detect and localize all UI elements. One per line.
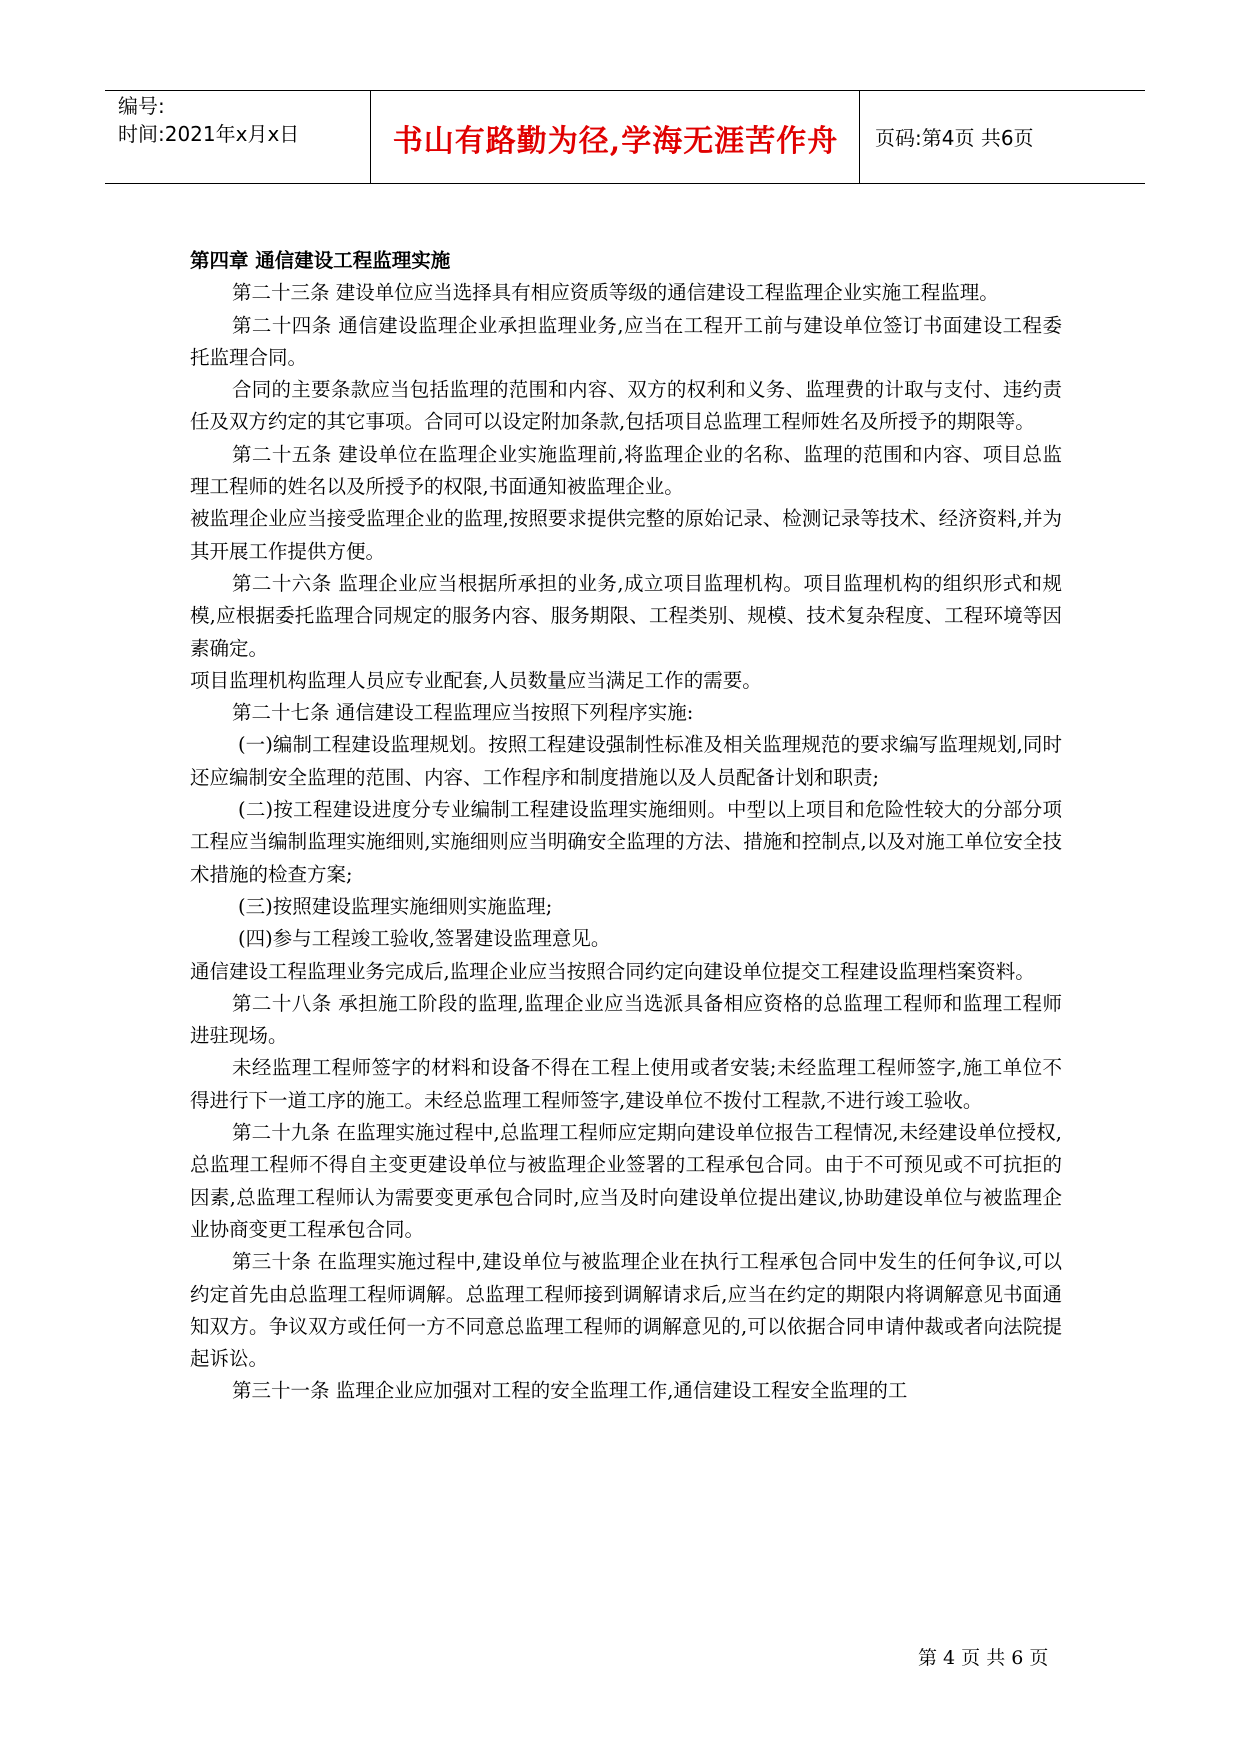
paragraph: 通信建设工程监理业务完成后,监理企业应当按照合同约定向建设单位提交工程建设监理档案资料。 <box>190 959 1035 983</box>
paragraph: 第二十三条 建设单位应当选择具有相应资质等级的通信建设工程监理企业实施工程监理。 <box>232 281 999 305</box>
header-number: 编号: <box>118 94 165 118</box>
header-top-rule <box>105 90 1145 91</box>
header-page-number: 页码:第4页 共6页 <box>875 126 1034 150</box>
paragraph: 第二十七条 通信建设工程监理应当按照下列程序实施: <box>232 701 694 725</box>
chapter-title: 第四章 通信建设工程监理实施 <box>190 249 451 272</box>
paragraph: 第二十八条 承担施工阶段的监理,监理企业应当选派具备相应资格的总监理工程师和监理工程师进驻现场。 <box>190 991 1062 1048</box>
paragraph: 项目监理机构监理人员应专业配套,人员数量应当满足工作的需要。 <box>190 668 762 692</box>
header-meta <box>118 92 299 148</box>
document-body <box>190 245 1062 1408</box>
header-divider-right <box>859 90 860 183</box>
paragraph: (二)按工程建设进度分专业编制工程建设监理实施细则。中型以上项目和危险性较大的分部分项工程应当编制监理实施细则,实施细则应当明确安全监理的方法、措施和控制点,以及对施工单位安全技术措施的检查方案; <box>190 798 1062 886</box>
paragraph: 未经监理工程师签字的材料和设备不得在工程上使用或者安装;未经监理工程师签字,施工单位不得进行下一道工序的施工。未经总监理工程师签字,建设单位不拨付工程款,不进行竣工验收。 <box>190 1056 1062 1112</box>
paragraph: 第三十一条 监理企业应加强对工程的安全监理工作,通信建设工程安全监理的工 <box>232 1379 908 1403</box>
header-bottom-rule <box>105 183 1145 184</box>
paragraph: 第二十六条 监理企业应当根据所承担的业务,成立项目监理机构。项目监理机构的组织形式和规模,应根据委托监理合同规定的服务内容、服务期限、工程类别、规模、技术复杂程度、工程环境等因素确定。 <box>190 571 1062 660</box>
paragraph: (三)按照建设监理实施细则实施监理; <box>238 894 553 918</box>
paragraph: 第二十九条 在监理实施过程中,总监理工程师应定期向建设单位报告工程情况,未经建设单位授权,总监理工程师不得自主变更建设单位与被监理企业签署的工程承包合同。由于不可预见或不可抗拒的因素,总监理工程师认为需要变更承包合同时,应当及时向建设单位提出建议,协助建设单位与被监理企业协商变更工程承包合同。 <box>190 1121 1062 1241</box>
footer-page-number: 第 4 页 共 6 页 <box>918 1647 1049 1669</box>
header-time: 时间:2021年x月x日 <box>118 122 300 146</box>
header-motto: 书山有路勤为径,学海无涯苦作舟 <box>392 124 839 159</box>
paragraph: 合同的主要条款应当包括监理的范围和内容、双方的权利和义务、监理费的计取与支付、违约责任及双方约定的其它事项。合同可以设定附加条款,包括项目总监理工程师姓名及所授予的期限等。 <box>190 378 1062 434</box>
paragraph: 第三十条 在监理实施过程中,建设单位与被监理企业在执行工程承包合同中发生的任何争议,可以约定首先由总监理工程师调解。总监理工程师接到调解请求后,应当在约定的期限内将调解意见书面通知双方。争议双方或任何一方不同意总监理工程师的调解意见的,可以依据合同申请仲裁或者向法院提起诉讼。 <box>190 1250 1062 1371</box>
paragraph: (一)编制工程建设监理规划。按照工程建设强制性标准及相关监理规范的要求编写监理规划,同时还应编制安全监理的范围、内容、工作程序和制度措施以及人员配备计划和职责; <box>190 733 1062 789</box>
header-divider-left <box>370 90 371 183</box>
paragraph: 被监理企业应当接受监理企业的监理,按照要求提供完整的原始记录、检测记录等技术、经济资料,并为其开展工作提供方便。 <box>190 507 1062 563</box>
paragraph: (四)参与工程竣工验收,签署建设监理意见。 <box>238 927 611 951</box>
paragraph: 第二十五条 建设单位在监理企业实施监理前,将监理企业的名称、监理的范围和内容、项目总监理工程师的姓名以及所授予的权限,书面通知被监理企业。 <box>190 442 1062 499</box>
paragraph: 第二十四条 通信建设监理企业承担监理业务,应当在工程开工前与建设单位签订书面建设工程委托监理合同。 <box>190 313 1062 369</box>
